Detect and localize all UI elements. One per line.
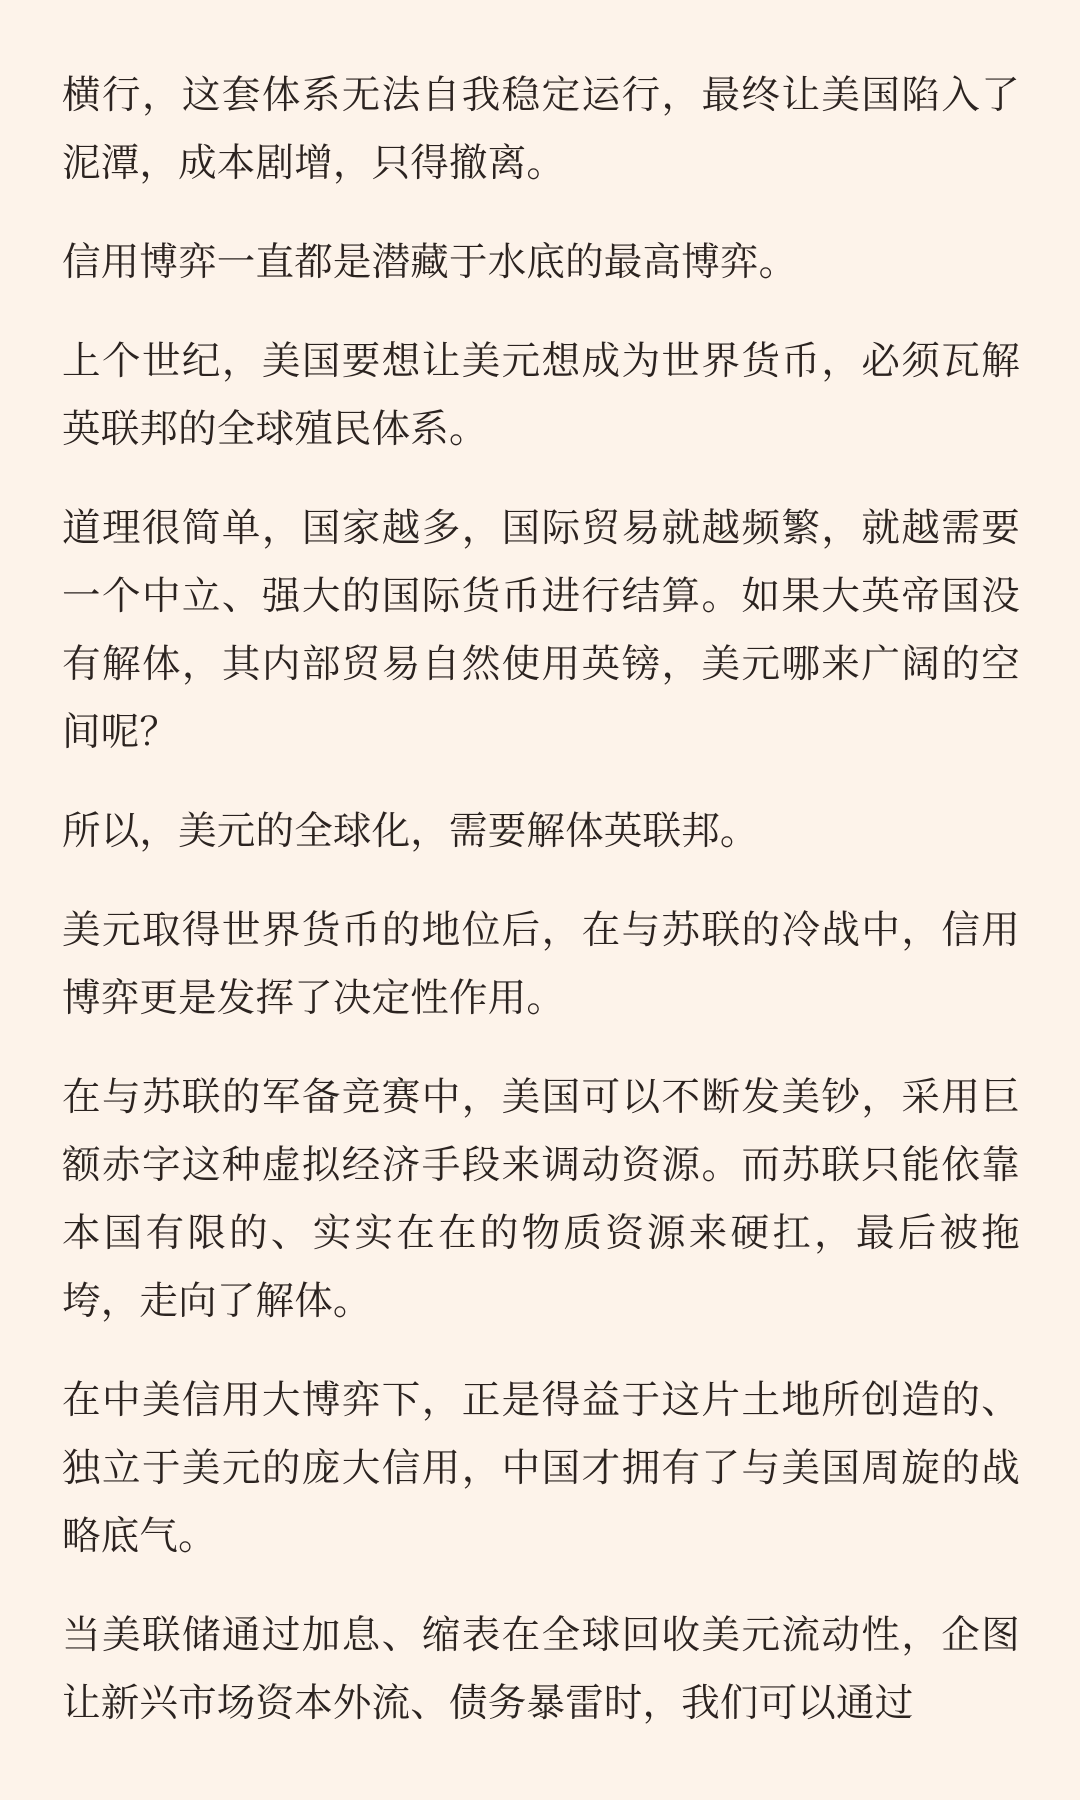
paragraph-4: 道理很简单，国家越多，国际贸易就越频繁，就越需要一个中立、强大的国际货币进行结算。如果大英帝国没有解体，其内部贸易自然使用英镑，美元哪来广阔的空间呢？ [62,506,1020,755]
paragraph-3: 上个世纪，美国要想让美元想成为世界货币，必须瓦解英联邦的全球殖民体系。 [62,339,1020,452]
paragraph-7: 在与苏联的军备竞赛中，美国可以不断发美钞，采用巨额赤字这种虚拟经济手段来调动资源。而苏联只能依靠本国有限的、实实在在的物质资源来硬扛，最后被拖垮，走向了解体。 [62,1075,1020,1324]
paragraph-9: 当美联储通过加息、缩表在全球回收美元流动性，企图让新兴市场资本外流、债务暴雷时，我们可以通过 [62,1613,1020,1726]
paragraph-6: 美元取得世界货币的地位后，在与苏联的冷战中，信用博弈更是发挥了决定性作用。 [62,908,1020,1021]
paragraph-2: 信用博弈一直都是潜藏于水底的最高博弈。 [62,240,798,285]
paragraph-8: 在中美信用大博弈下，正是得益于这片土地所创造的、独立于美元的庞大信用，中国才拥有了与美国周旋的战略底气。 [62,1378,1020,1559]
paragraph-5: 所以，美元的全球化，需要解体英联邦。 [62,809,759,854]
paragraph-1: 横行，这套体系无法自我稳定运行，最终让美国陷入了泥潭，成本剧增，只得撤离。 [62,73,1020,186]
